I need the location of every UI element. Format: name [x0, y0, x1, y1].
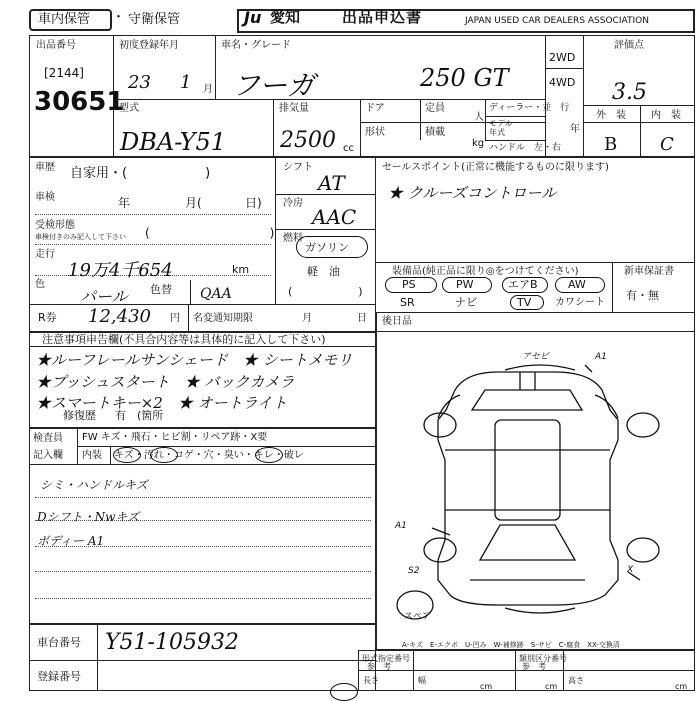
equip-airbag: エアB [508, 278, 538, 291]
name-change-day: 日 [357, 313, 367, 324]
car-name: フーガ [232, 69, 315, 102]
displacement-value: 2500 [280, 128, 336, 153]
interior-label: 内 装 [651, 110, 681, 121]
fuel-diesel: 軽 油 [307, 265, 340, 278]
equip-pw: PW [456, 278, 474, 291]
width-unit: cm [545, 682, 558, 691]
diagram-mark-left-b: S2 [408, 566, 420, 576]
inspector-int-row: キズ・汚れ・コゲ・穴・臭い・キレ・破レ [114, 450, 304, 461]
load-unit: kg [472, 138, 485, 149]
color-label: 色 [35, 279, 45, 290]
capacity-unit: 人 [474, 112, 484, 123]
spare-label: スペア [404, 612, 432, 622]
ac-value: AAC [312, 205, 357, 229]
interior-grade: C [660, 134, 674, 155]
inspector-fw-row: FW キズ・飛石・ヒビ割・リペア跡・X要 [82, 432, 268, 443]
diagram-mark-top-a: アセビ [522, 352, 549, 362]
form-ref-label: 参 考 [367, 662, 391, 671]
height-unit: cm [675, 682, 688, 691]
lot-small-number: [2144] [44, 66, 84, 80]
inspection-month: 月( [185, 196, 202, 210]
inspector-memo-2: Dシフト・Nwキズ [37, 510, 140, 524]
name-change-month: 月 [302, 313, 312, 324]
history-value: 自家用・( ) [70, 166, 211, 181]
inspector-label-1: 検査員 [33, 433, 63, 444]
badge-guard-storage-text: 守衛保管 [128, 12, 181, 27]
form-title: 出品申込書 [342, 8, 423, 26]
damage-legend: A-キズ E-エクボ U-凹み W-補修跡 S-サビ C-腐食 XX-交換済 [402, 641, 620, 649]
exterior-grade: B [604, 134, 618, 155]
model-year-label-a: モデル [489, 119, 513, 128]
inspection-day: 日) [245, 196, 262, 210]
logo-text: 愛知 [270, 8, 301, 26]
shift-label: シフト [283, 162, 313, 173]
equip-seat: カワシート [555, 297, 605, 308]
class-ref-label: 参 考 [522, 662, 546, 671]
height-label: 高さ [568, 676, 584, 685]
lot-number: 30651 [34, 87, 125, 117]
badge-separator: ・ [112, 10, 126, 25]
dealer-label: ディーラー・並 行 [489, 103, 570, 113]
equip-ps: PS [402, 278, 416, 291]
shift-value: AT [318, 171, 345, 195]
color-value: パール [80, 287, 128, 306]
warranty-label: 新車保証書 [624, 266, 674, 277]
sales-point-label: セールスポイント(正常に機能するものに限ります) [382, 162, 609, 173]
name-change-label: 名変通知期限 [193, 313, 253, 324]
inspection-year: 年 [118, 196, 131, 210]
model-year-unit: 年 [570, 124, 580, 135]
registration-month: 1 [180, 72, 192, 93]
form-number-label: 形式指定番号 [362, 654, 410, 663]
fuel-label: 燃料 [283, 233, 303, 244]
ju-logo-icon: Ju [244, 8, 262, 27]
acceptance-paren: ( ) [145, 226, 275, 240]
model-year-label-b: 年式 [489, 128, 505, 137]
acceptance-note: 車検付きのみ記入して下さい [35, 233, 126, 241]
diagram-mark-right: X [627, 565, 634, 575]
notes-line-2: ★プッシュスタート ★ バックカメラ [36, 373, 295, 391]
drive-2wd: 2WD [549, 51, 576, 64]
repair-value: 有 (箇所 [115, 409, 164, 422]
sales-point-text: ★ クルーズコントロール [388, 184, 557, 202]
warranty-options: 有・無 [626, 289, 659, 302]
lot-label: 出品番号 [36, 40, 76, 51]
length-unit: cm [480, 682, 493, 691]
fuel-paren: ( ) [288, 285, 363, 298]
door-label: ドア [365, 103, 385, 114]
registration-label: 初度登録年月 [119, 40, 179, 51]
diagram-mark-top-b: A1 [595, 352, 607, 362]
diagram-mark-left-a: A1 [395, 521, 407, 531]
load-label: 積載 [425, 127, 445, 138]
recycle-label: R券 [38, 311, 57, 324]
inspector-memo-1: シミ・ハンドルキズ [40, 478, 148, 492]
fuel-gasoline: ガソリン [305, 241, 349, 254]
mileage-value: 19万4千654 [68, 260, 173, 281]
chassis-value: Y51-105932 [105, 630, 239, 655]
equip-tv: TV [517, 296, 532, 309]
class-number-label: 類別区分番号 [519, 654, 567, 663]
model-value: DBA-Y51 [120, 128, 227, 156]
registration-year: 23 [128, 72, 151, 93]
history-label: 車歴 [35, 162, 55, 173]
exterior-label: 外 装 [596, 110, 626, 121]
capacity-label: 定員 [425, 103, 445, 114]
chassis-label: 車台番号 [37, 636, 81, 649]
bottom-scribble [330, 683, 358, 701]
displacement-label: 排気量 [279, 103, 309, 114]
car-name-label: 車名・グレード [221, 40, 291, 51]
color-code-label: 色替 [150, 283, 172, 296]
equip-navi: ナビ [455, 296, 477, 309]
length-label: 長さ [363, 676, 379, 685]
recycle-unit: 円 [170, 313, 180, 324]
repair-label: 修復歴 [63, 409, 96, 422]
ac-label: 冷房 [283, 198, 303, 209]
shape-label: 形状 [365, 127, 385, 138]
recycle-value: 12,430 [88, 306, 151, 327]
inspection-label: 車検 [35, 192, 55, 203]
inspector-label-2: 記入欄 [33, 450, 63, 461]
inspector-int-label: 内装 [82, 450, 102, 461]
inspector-memo-3: ボディー A1 [37, 534, 105, 548]
handle-label: ハンドル 左・右 [489, 143, 562, 153]
equip-sr: SR [400, 296, 415, 309]
equipment-label: 装備品(純正品に限り◎をつけてください) [392, 266, 579, 277]
displacement-unit: cc [343, 143, 354, 154]
drive-4wd: 4WD [549, 76, 576, 89]
aftermarket-label: 後日品 [382, 316, 412, 327]
rating-label: 評価点 [614, 40, 644, 51]
notes-line-3: ★スマートキー×2 ★ オートライト [36, 394, 288, 412]
association-name: JAPAN USED CAR DEALERS ASSOCIATION [465, 16, 649, 26]
reg-no-label: 登録番号 [37, 670, 81, 683]
registration-month-unit: 月 [203, 84, 213, 95]
rating-score: 3.5 [612, 80, 647, 105]
acceptance-label: 受検形態 [35, 220, 75, 231]
model-label: 型式 [119, 103, 139, 114]
car-grade: 250 GT [420, 64, 509, 92]
mileage-label: 走行 [35, 249, 55, 260]
badge-interior-storage-text: 車内保管 [38, 12, 91, 27]
width-label: 幅 [418, 676, 426, 685]
notes-line-1: ★ルーフレールサンシェード ★ シートメモリ [36, 351, 353, 369]
equip-aw: AW [568, 278, 586, 291]
color-code-value: QAA [200, 286, 232, 302]
mileage-unit: km [232, 263, 250, 276]
notes-label: 注意事項申告欄(不具合内容等は具体的に記入して下さい) [42, 333, 326, 346]
